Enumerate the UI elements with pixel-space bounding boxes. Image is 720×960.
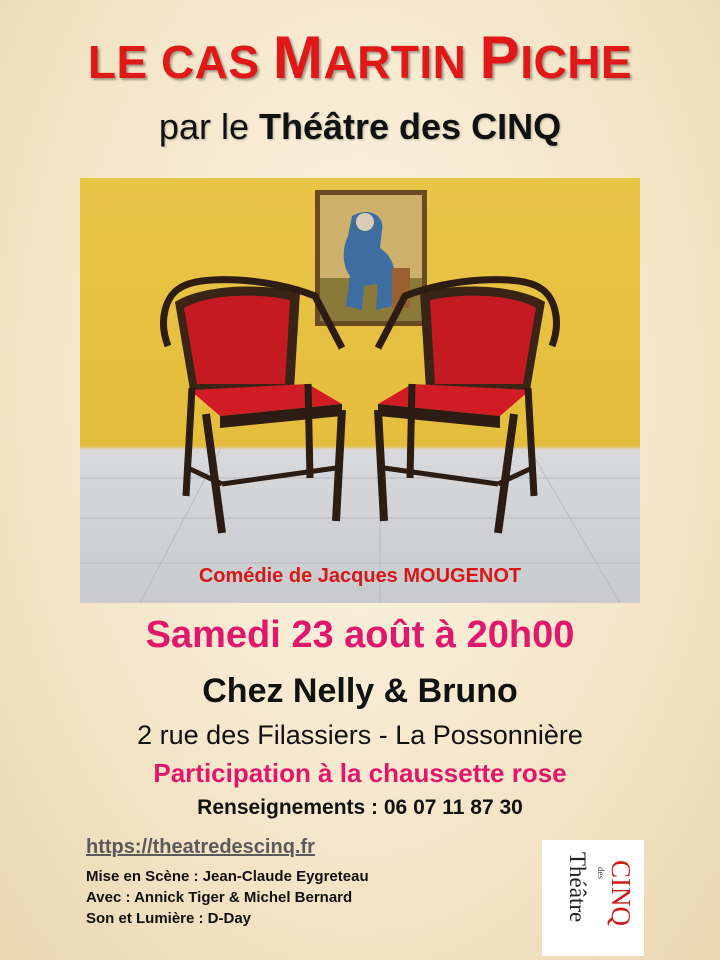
poster-title	[0, 24, 720, 92]
poster-subtitle	[0, 106, 720, 148]
poster-photo	[80, 178, 640, 603]
event-date: Samedi 23 août à 20h00	[145, 614, 575, 656]
contact-info: Renseignements : 06 07 11 87 30	[197, 796, 523, 819]
participation-text: Participation à la chaussette rose	[153, 758, 567, 788]
logo-word-des: des	[596, 867, 606, 879]
credit-cast: Avec : Annick Tiger & Michel Bernard	[86, 889, 353, 906]
play-caption: Comédie de Jacques MOUGENOT	[198, 565, 522, 587]
subtitle-prefix: par le	[158, 106, 259, 147]
event-address: 2 rue des Filassiers - La Possonnière	[137, 720, 583, 750]
event-venue: Chez Nelly & Bruno	[202, 672, 518, 710]
credits-block	[86, 866, 369, 929]
logo-word-theatre: Théâtre	[565, 852, 590, 923]
credit-sound-light: Son et Lumière : D-Day	[86, 910, 252, 927]
theatre-logo	[542, 840, 644, 956]
painting-frame	[315, 190, 427, 326]
title-part-3: ARTIN	[323, 36, 480, 88]
title-part-2: M	[272, 24, 324, 91]
title-part-5: ICHE	[520, 36, 633, 88]
title-part-4: P	[479, 24, 521, 91]
title-part-1: LE CAS	[87, 36, 273, 88]
logo-word-cinq: CINQ	[606, 860, 636, 926]
website-link[interactable]: https://theatredescinq.fr	[86, 836, 315, 858]
chairs-illustration	[80, 178, 640, 603]
subtitle-company: Théâtre des CINQ	[258, 106, 562, 147]
credit-direction: Mise en Scène : Jean-Claude Eygreteau	[86, 868, 369, 885]
